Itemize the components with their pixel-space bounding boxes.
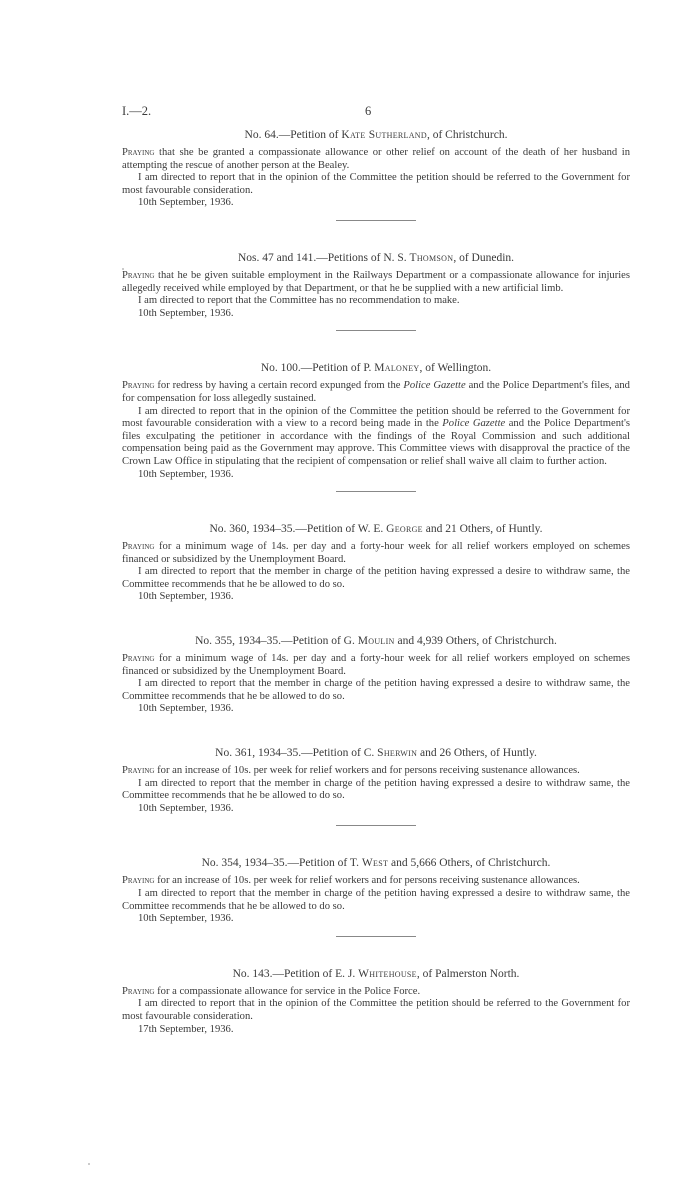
petition-prayer: Praying for an increase of 10s. per week for relief workers and for persons receiving sustenance allowances. — [122, 765, 580, 777]
committee-report: I am directed to report that in the opinion of the Committee the petition should be referred to the Government for most favourable consideration. — [122, 172, 630, 196]
petitioner-name: Whitehouse — [358, 967, 417, 980]
petition-prayer: Praying for a minimum wage of 14s. per day and a forty-hour week for all relief workers employed on schemes financed or subsidized by the Unemployment Board. — [122, 653, 630, 677]
petition-prayer: Praying for redress by having a certain record expunged from the Police Gazette and the Police Department's files, and for compensation for loss allegedly sustained. — [122, 380, 630, 404]
petition-entry — [122, 967, 630, 1036]
petitioner-name: West — [361, 857, 389, 870]
petitioner-name: Maloney — [374, 362, 420, 375]
report-date: 10th September, 1936. — [138, 197, 234, 209]
petitioner-name: Sherwin — [377, 747, 418, 760]
petition-entry — [122, 361, 630, 492]
report-date: 10th September, 1936. — [138, 703, 234, 715]
petition-title: No. 360, 1934–35.—Petition of W. E. George and 21 Others, of Huntly. — [209, 523, 543, 536]
section-divider — [336, 825, 416, 826]
petitions-list — [122, 128, 630, 1066]
section-divider — [336, 491, 416, 492]
committee-report: I am directed to report that the member in charge of the petition having expressed a desire to withdraw same, the Committee recommends that he be allowed to do so. — [122, 777, 630, 802]
committee-report: I am directed to report that in the opinion of the Committee the petition should be referred to the Government for most favourable consideration. — [122, 998, 630, 1022]
document-reference: I.—2. — [122, 104, 152, 118]
petitioner-name: George — [386, 523, 423, 536]
committee-report: I am directed to report that the member in charge of the petition having expressed a desire to withdraw same, the Committee recommends that he be allowed to do so. — [122, 888, 630, 912]
committee-report: I am directed to report that in the opinion of the Committee the petition should be referred to the Government for most favourable consideration with a view to a record being made in the Police Gazette and the Police Department's files exculpating the petitioner in accordance with the findings of the Royal Commission and such additional compensation being paid as the Government may approve. This Committee views with disapproval the practice of the Crown Law Office in stipulating that the recipient of compensation or relief shall waive all claim to further action. — [122, 405, 630, 467]
section-divider — [336, 220, 416, 221]
petition-title: No. 361, 1934–35.—Petition of C. Sherwin and 26 Others, of Huntly. — [215, 747, 537, 760]
committee-report: I am directed to report that the member in charge of the petition having expressed a desire to withdraw same, the Committee recommends that he be allowed to do so. — [122, 566, 630, 590]
report-date: 10th September, 1936. — [138, 591, 234, 603]
petition-title: No. 100.—Petition of P. Maloney, of Wellington. — [260, 362, 492, 375]
petition-title: No. 143.—Petition of E. J. Whitehouse, of Palmerston North. — [232, 967, 520, 980]
report-date: 17th September, 1936. — [138, 1023, 234, 1035]
report-date: 10th September, 1936. — [138, 307, 234, 319]
petition-entry — [122, 634, 630, 716]
report-date: 10th September, 1936. — [138, 802, 234, 814]
petition-prayer: Praying for a minimum wage of 14s. per day and a forty-hour week for all relief workers employed on schemes financed or subsidized by the Unemployment Board. — [122, 541, 630, 565]
petition-title: No. 64.—Petition of Kate Sutherland, of Christchurch. — [244, 129, 508, 141]
page-header — [0, 104, 700, 120]
petition-title: No. 355, 1934–35.—Petition of G. Moulin and 4,939 Others, of Christchurch. — [195, 635, 557, 648]
petition-title: Nos. 47 and 141.—Petitions of N. S. Thomson, of Dunedin. — [237, 251, 515, 264]
committee-report: I am directed to report that the member in charge of the petition having expressed a desire to withdraw same, the Committee recommends that he be allowed to do so. — [122, 678, 630, 702]
report-date: 10th September, 1936. — [138, 913, 234, 925]
petition-entry — [122, 128, 630, 221]
petitioner-name: Moulin — [357, 635, 395, 648]
petitioner-name: Thomson — [409, 251, 454, 264]
section-divider — [336, 330, 416, 331]
petition-entry — [122, 251, 630, 331]
petition-prayer: Praying that he be given suitable employment in the Railways Department or a compassionate allowance for injuries allegedly received while employed by that Department, or that he be supplied with a new artificial limb. — [122, 269, 630, 294]
petition-prayer: Praying for an increase of 10s. per week for relief workers and for persons receiving sustenance allowances. — [122, 875, 580, 887]
section-divider — [336, 936, 416, 937]
petition-entry — [122, 856, 630, 936]
report-date: 10th September, 1936. — [138, 468, 234, 480]
scan-speck — [122, 268, 124, 270]
petition-prayer: Praying for a compassionate allowance for service in the Police Force. — [122, 985, 421, 997]
committee-report: I am directed to report that the Committee has no recommendation to make. — [138, 295, 460, 307]
petition-entry — [122, 522, 630, 604]
page-number: 6 — [365, 104, 372, 118]
petitioner-name: Kate Sutherland — [341, 129, 427, 141]
petition-entry — [122, 746, 630, 826]
scan-speck — [88, 1163, 90, 1165]
petition-title: No. 354, 1934–35.—Petition of T. West and 5,666 Others, of Christchurch. — [201, 857, 551, 870]
petition-prayer: Praying that she be granted a compassionate allowance or other relief on account of the death of her husband in attempting the rescue of another person at the Bealey. — [122, 147, 630, 171]
